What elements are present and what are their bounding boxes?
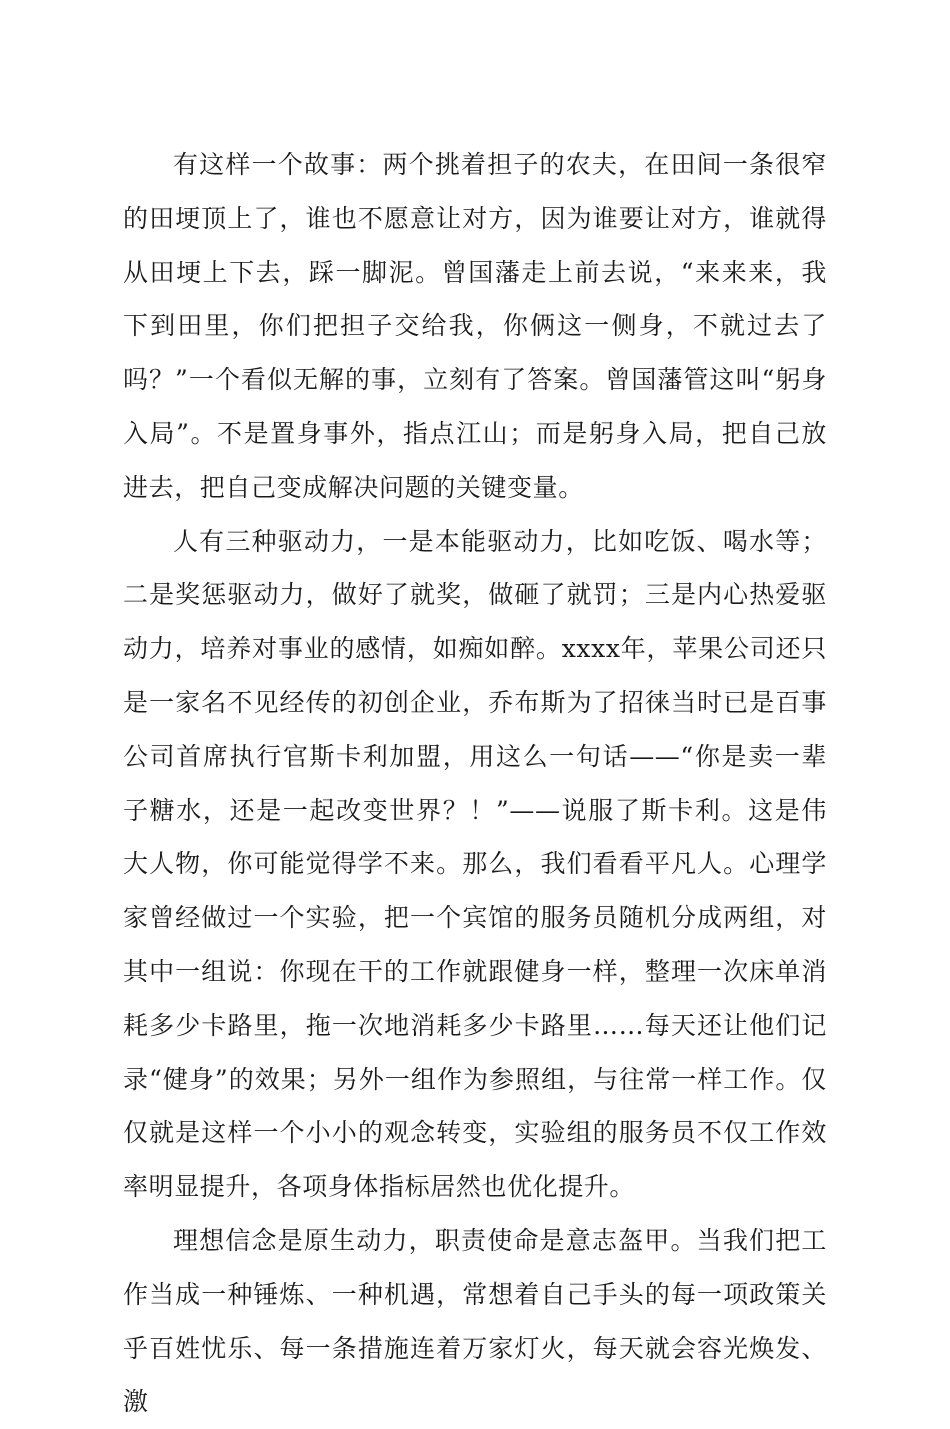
paragraph-ideals-beliefs: 理想信念是原生动力，职责使命是意志盔甲。当我们把工作当成一种锤炼、一种机遇，常想着自己手头的每一项政策关乎百姓忧乐、每一条措施连着万家灯火，每天就会容光焕发、激 bbox=[123, 1225, 827, 1417]
paragraph-three-drives: 人有三种驱动力，一是本能驱动力，比如吃饭、喝水等；二是奖惩驱动力，做好了就奖，做砸了就罚；三是内心热爱驱动力，培养对事业的感情，如痴如醉。xxxx年，苹果公司还只是一家名不见经传的初创企业，乔布斯为了招徕当时已是百事公司首席执行官斯卡利加盟，用这么一句话——“你是卖一辈子糖水，还是一起改变世界？！”——说服了斯卡利。这是伟大人物，你可能觉得学不来。那么，我们看看平凡人。心理学家曾经做过一个实验，把一个宾馆的服务员随机分成两组，对其中一组说：你现在干的工作就跟健身一样，整理一次床单消耗多少卡路里，拖一次地消耗多少卡路里……每天还让他们记录“健身”的效果；另外一组作为参照组，与往常一样工作。仅仅就是这样一个小小的观念转变，实验组的服务员不仅工作效率明显提升，各项身体指标居然也优化提升。 bbox=[123, 526, 827, 1202]
paragraph-story-zeng-guofan: 有这样一个故事：两个挑着担子的农夫，在田间一条很窄的田埂顶上了，谁也不愿意让对方，因为谁要让对方，谁就得从田埂上下去，踩一脚泥。曾国藩走上前去说，“来来来，我下到田里，你们把担子交给我，你俩这一侧身，不就过去了吗？”一个看似无解的事，立刻有了答案。曾国藩管这叫“躬身入局”。不是置身事外，指点江山；而是躬身入局，把自己放进去，把自己变成解决问题的关键变量。 bbox=[123, 150, 827, 502]
document-body bbox=[123, 138, 827, 1429]
